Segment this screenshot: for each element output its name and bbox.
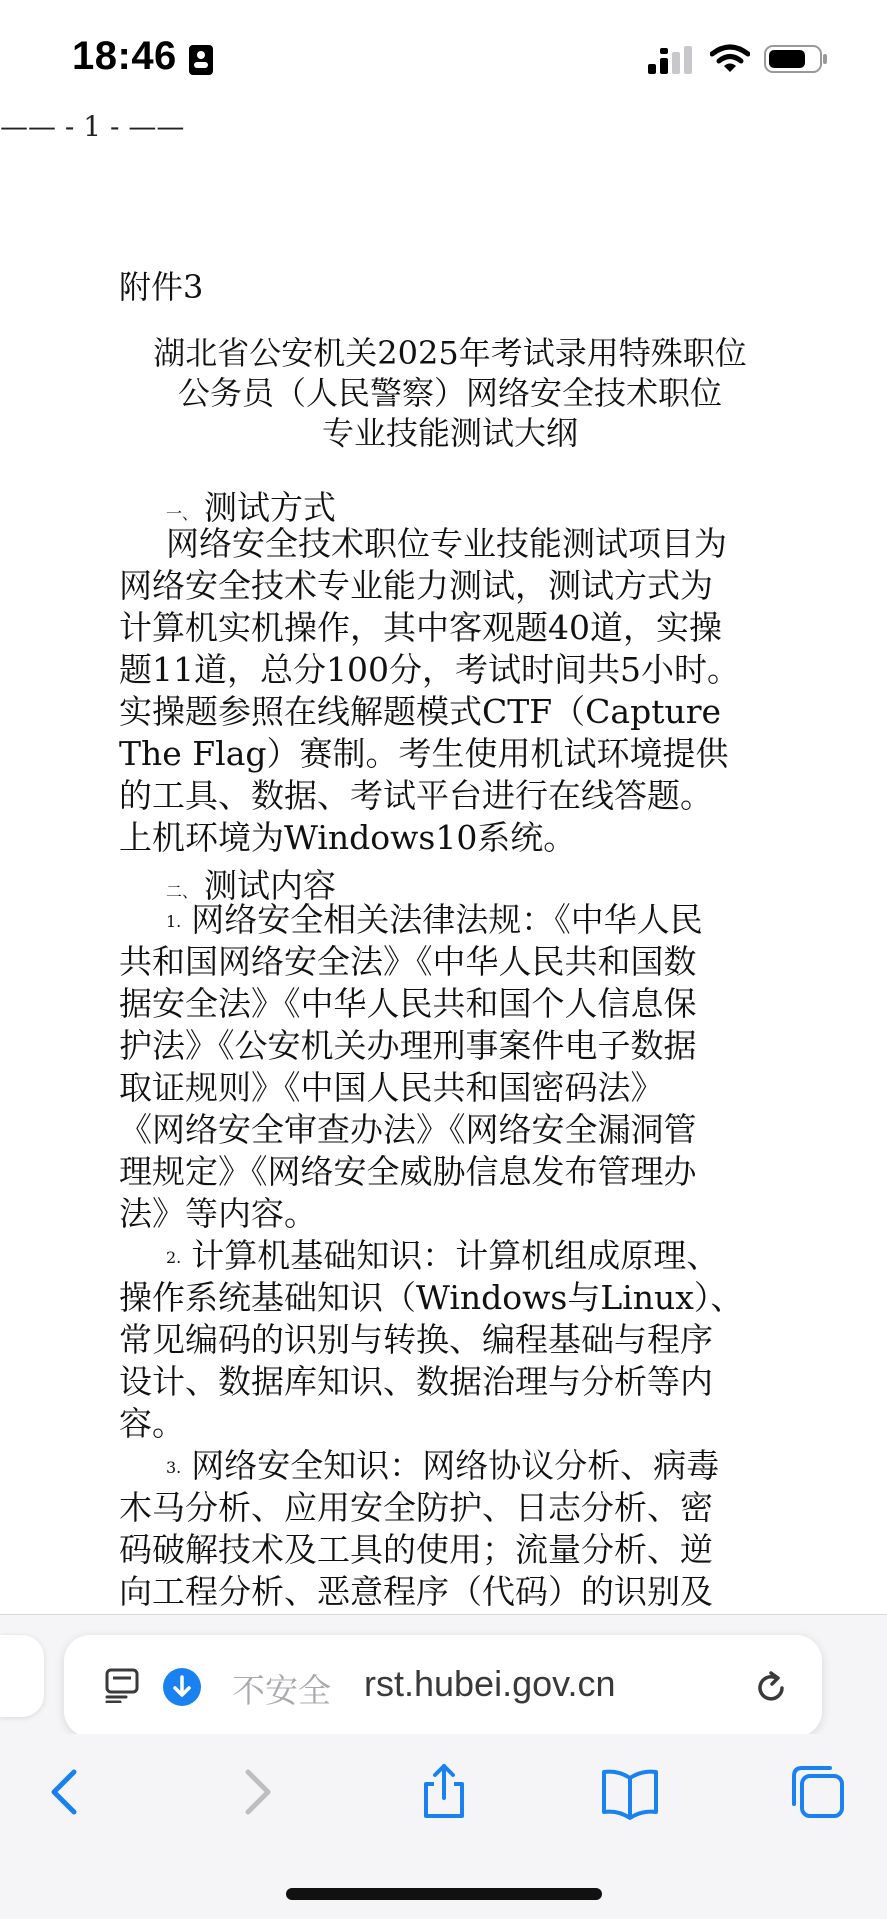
status-time: 18:46: [72, 34, 177, 78]
url-domain[interactable]: rst.hubei.gov.cn: [364, 1663, 616, 1704]
previous-tab-edge[interactable]: [0, 1635, 44, 1717]
paragraph-line: 向工程分析、恶意程序（代码）的识别及: [119, 1572, 713, 1611]
contact-card-icon: [188, 44, 214, 76]
item-text: 计算机基础知识：计算机组成原理、: [191, 1236, 720, 1275]
section-number: 二、: [166, 882, 199, 901]
paragraph-line: 计算机实机操作，其中客观题40道，实操: [119, 608, 722, 647]
battery-icon: [764, 45, 828, 73]
title-line: 湖北省公安机关2025年考试录用特殊职位: [153, 334, 747, 372]
item-text: 网络安全相关法律法规：《中华人民: [191, 900, 703, 939]
section-title: 测试方式: [204, 488, 337, 527]
paragraph-line: 操作系统基础知识（Windows与Linux）、: [119, 1278, 744, 1317]
pdf-document[interactable]: [0, 100, 887, 1615]
reload-icon[interactable]: [752, 1669, 790, 1707]
list-item-first-line: [166, 1236, 719, 1278]
back-icon[interactable]: [36, 1762, 96, 1822]
bookmarks-icon[interactable]: [600, 1762, 660, 1822]
download-icon[interactable]: [162, 1667, 202, 1707]
page-number: —— - 1 - ——: [0, 110, 185, 143]
item-number: 2.: [166, 1248, 182, 1267]
reader-icon[interactable]: [104, 1667, 140, 1703]
section-number: 一、: [166, 504, 199, 523]
status-bar: [0, 0, 887, 115]
home-indicator[interactable]: [286, 1888, 602, 1900]
tabs-icon[interactable]: [788, 1762, 848, 1822]
share-icon[interactable]: [414, 1762, 474, 1822]
list-item-first-line: [166, 1446, 719, 1488]
title-line: 专业技能测试大纲: [321, 414, 578, 452]
not-secure-label: 不安全: [232, 1671, 331, 1710]
paragraph-line: 据安全法》《中华人民共和国个人信息保: [119, 984, 697, 1023]
paragraph-line: 常见编码的识别与转换、编程基础与程序: [119, 1320, 713, 1359]
wifi-icon: [710, 44, 750, 74]
browser-toolbar: [0, 1734, 887, 1919]
paragraph-line: 容。: [119, 1404, 185, 1443]
paragraph-line: 护法》《公安机关办理刑事案件电子数据: [119, 1026, 697, 1065]
list-item-first-line: [166, 900, 703, 942]
title-line: 公务员（人民警察）网络安全技术职位: [177, 374, 722, 412]
item-number: 3.: [166, 1458, 182, 1477]
paragraph-line: 上机环境为Windows10系统。: [119, 818, 577, 857]
paragraph-line: The Flag）赛制。考生使用机试环境提供: [119, 734, 729, 773]
paragraph-line: 木马分析、应用安全防护、日志分析、密: [119, 1488, 713, 1527]
annex-label: 附件3: [119, 268, 204, 306]
address-bar-area: [0, 1614, 887, 1735]
document-title: [100, 333, 800, 453]
paragraph-line: 共和国网络安全法》《中华人民共和国数: [119, 942, 697, 981]
paragraph-line: 网络安全技术专业能力测试，测试方式为: [119, 566, 713, 605]
paragraph-line: 网络安全技术职位专业技能测试项目为: [166, 524, 727, 563]
item-number: 1.: [166, 912, 182, 931]
paragraph-line: 题11道，总分100分，考试时间共5小时。: [119, 650, 740, 689]
section-heading-1: [166, 482, 336, 529]
forward-icon[interactable]: [226, 1762, 286, 1822]
paragraph-line: 《网络安全审查办法》《网络安全漏洞管: [119, 1110, 697, 1149]
paragraph-line: 的工具、数据、考试平台进行在线答题。: [119, 776, 713, 815]
cellular-signal-icon: [648, 46, 694, 76]
section-title: 测试内容: [204, 866, 337, 905]
paragraph-line: 理规定》《网络安全威胁信息发布管理办: [119, 1152, 697, 1191]
address-bar[interactable]: [64, 1635, 822, 1737]
paragraph-line: 设计、数据库知识、数据治理与分析等内: [119, 1362, 713, 1401]
paragraph-line: 实操题参照在线解题模式CTF（Capture: [119, 692, 722, 731]
paragraph-line: 码破解技术及工具的使用；流量分析、逆: [119, 1530, 713, 1569]
paragraph-line: 取证规则》《中国人民共和国密码法》: [119, 1068, 664, 1107]
paragraph-line: 法》等内容。: [119, 1194, 317, 1233]
item-text: 网络安全知识：网络协议分析、病毒: [191, 1446, 720, 1485]
